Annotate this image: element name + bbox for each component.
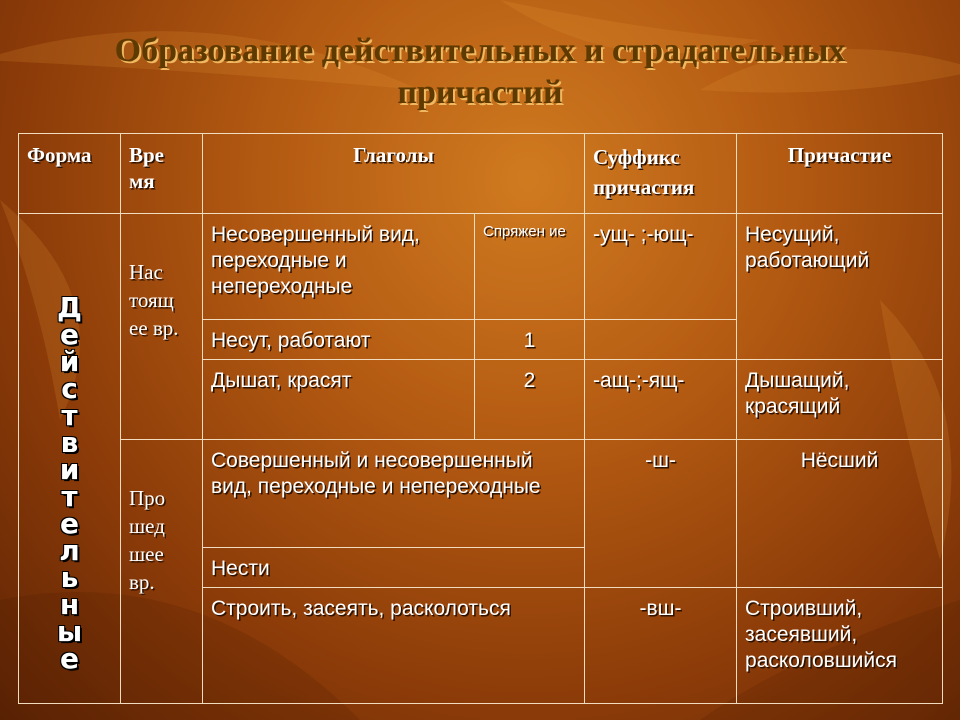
header-suffix: Суффикс причастия — [585, 134, 737, 214]
vertical-letter: е — [60, 507, 79, 540]
vertical-letter: л — [59, 534, 80, 567]
present-conj-header: Спряжен ие — [475, 214, 585, 320]
vertical-letter: Д — [57, 291, 82, 324]
past-participle-1: Нёсший — [737, 440, 943, 588]
vertical-letter: ь — [60, 561, 79, 594]
present-conj-2: 1 — [475, 320, 585, 360]
past-suffix-1: -ш- — [585, 440, 737, 588]
participles-table — [18, 133, 943, 704]
header-time: Вре мя — [121, 134, 203, 214]
header-form: Форма — [19, 134, 121, 214]
past-participle-3: Строивший, засеявший, расколовшийся — [737, 588, 943, 704]
present-suffix-3: -ащ-;-ящ- — [585, 360, 737, 440]
present-suffix-1: -ущ- ;-ющ- — [585, 214, 737, 320]
present-verbs-3: Дышат, красят — [203, 360, 475, 440]
vertical-label-active — [19, 291, 120, 675]
vertical-letter: е — [60, 318, 79, 351]
past-verbs-1: Совершенный и несовершенный вид, переходные и непереходные — [203, 440, 585, 548]
vertical-letter: с — [61, 372, 78, 405]
vertical-letter: н — [59, 588, 80, 621]
present-suffix-empty — [585, 320, 737, 360]
vertical-letter: е — [60, 642, 79, 675]
present-verbs-1: Несовершенный вид, переходные и непереходные — [203, 214, 475, 320]
header-verbs: Глаголы — [203, 134, 585, 214]
past-verbs-2: Нести — [203, 548, 585, 588]
form-cell-active — [19, 214, 121, 704]
present-conj-3: 2 — [475, 360, 585, 440]
vertical-letter: т — [61, 480, 78, 513]
past-suffix-3: -вш- — [585, 588, 737, 704]
time-present: Нас тоящ ее вр. — [121, 214, 203, 440]
past-verbs-3: Строить, засеять, расколоться — [203, 588, 585, 704]
time-past: Про шед шее вр. — [121, 440, 203, 704]
present-participle-3: Дышащий, красящий — [737, 360, 943, 440]
present-verbs-2: Несут, работают — [203, 320, 475, 360]
present-participle-1: Несущий, работающий — [737, 214, 943, 360]
vertical-letter: и — [59, 453, 80, 486]
header-participle: Причастие — [737, 134, 943, 214]
header-row — [19, 134, 943, 214]
vertical-letter: ы — [56, 615, 83, 648]
table-row — [19, 440, 943, 548]
vertical-letter: т — [61, 399, 78, 432]
table-row — [19, 214, 943, 320]
vertical-letter: й — [59, 345, 80, 378]
vertical-letter: в — [60, 426, 79, 459]
page-title: Образование действительных и страдательных причастий — [114, 32, 846, 111]
